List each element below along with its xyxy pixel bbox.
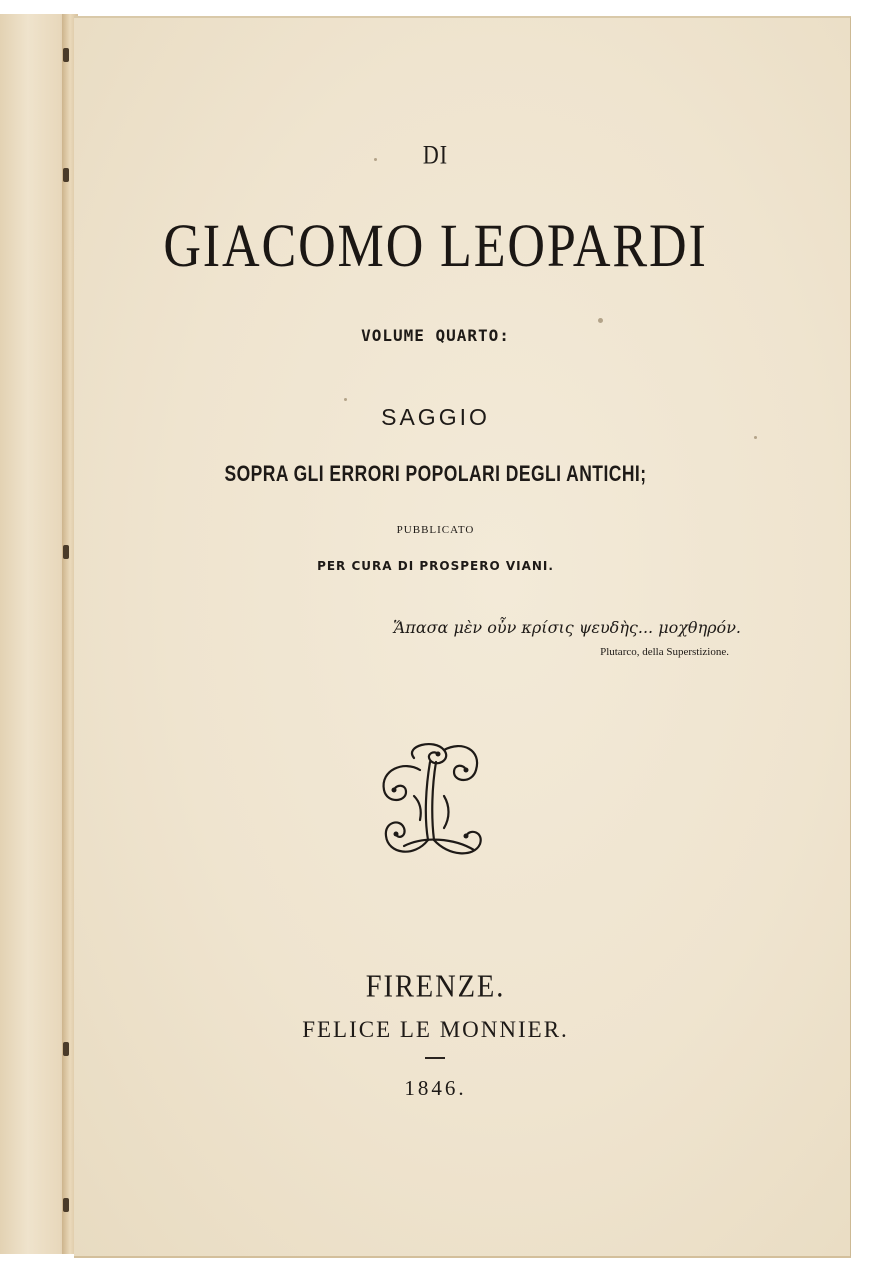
foxing-spot [344,398,347,401]
imprint-divider [425,1057,445,1059]
published-label: PUBBLICATO [396,524,475,536]
imprint-year: 1846. [404,1076,467,1100]
epigraph-quote: Ἅπασα μὲν οὖν κρίσις ψευδὴς... μοχθηρόν. [393,618,741,637]
volume-label: VOLUME QUARTO: [361,326,510,345]
binding-stitch [63,1198,69,1212]
binding-stitch [63,545,69,559]
title-page [74,16,851,1258]
binding-stitch [63,48,69,62]
binding-stitch [63,1042,69,1056]
author-name: GIACOMO LEOPARDI [163,211,708,281]
preposition-di: DI [422,139,449,170]
foxing-spot [598,318,603,323]
left-page-edge [0,14,71,1254]
imprint-publisher: FELICE LE MONNIER. [302,1017,569,1042]
publisher-monogram-emblem [374,736,488,866]
book-title: SAGGIO [381,404,490,430]
book-subtitle: SOPRA GLI ERRORI POPOLARI DEGLI ANTICHI; [224,462,647,487]
imprint-city: FIRENZE. [365,969,506,1004]
epigraph-source: Plutarco, della Superstizione. [600,646,729,658]
foxing-spot [754,436,757,439]
editor-credit: PER CURA DI PROSPERO VIANI. [317,559,554,573]
